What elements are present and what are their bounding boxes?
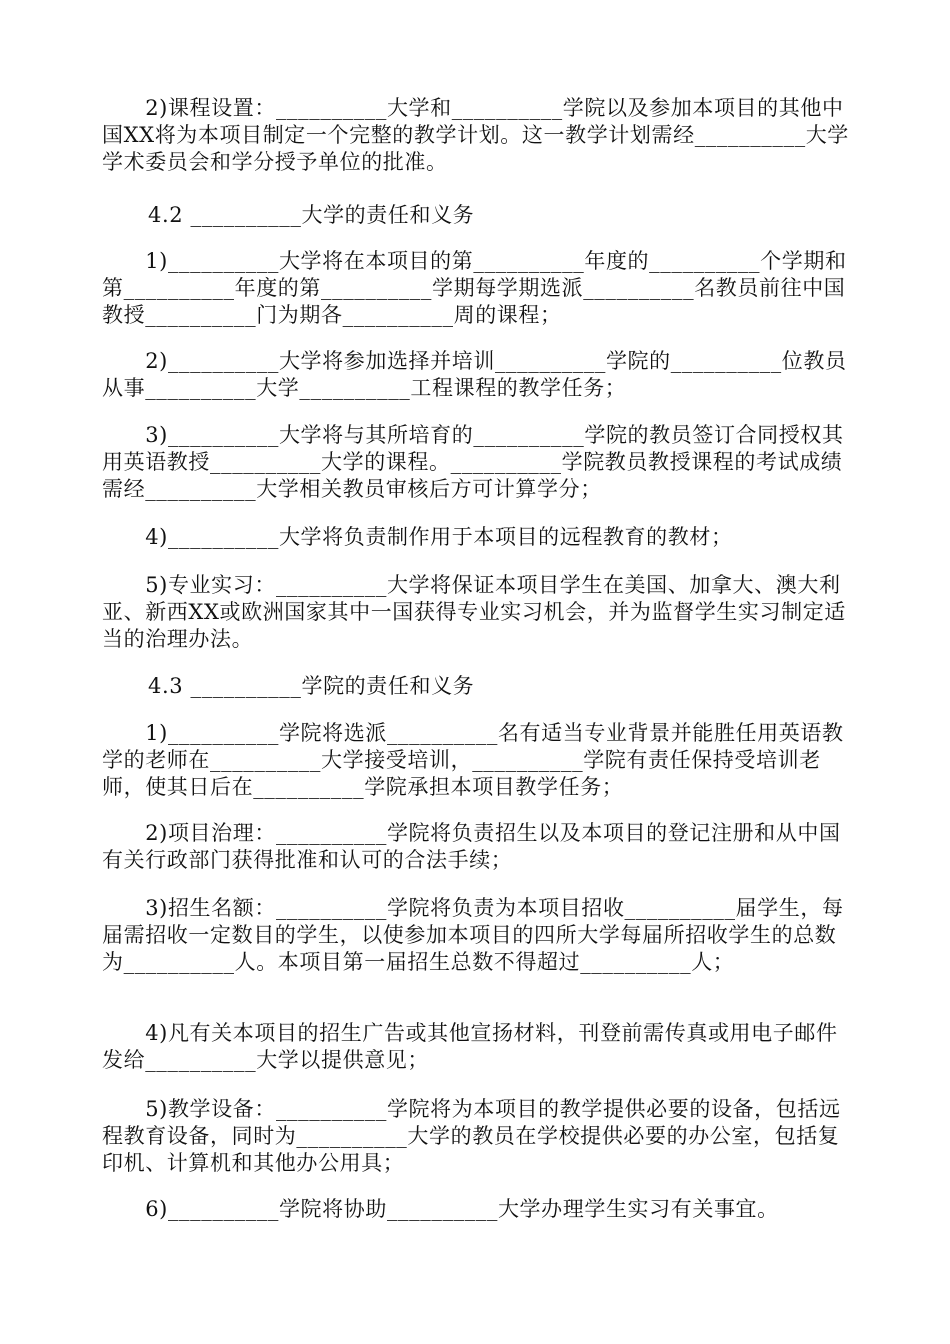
section-heading-4-3: 4.3 __________学院的责任和义务 [148, 674, 475, 698]
clause-4-2-1: 1)__________大学将在本项目的第__________年度的__________个学期和第__________年度的第__________学期每学期选派__________名教员前往中国教授__________门为期各__________周的课程； [102, 249, 847, 327]
clause-4-2-5: 5)专业实习：__________大学将保证本项目学生在美国、加拿大、澳大利亚、新西XX或欧洲国家其中一国获得专业实习机会，并为监督学生实习制定适当的治理办法。 [102, 573, 846, 651]
clause-4-3-5: 5)教学设备：__________学院将为本项目的教学提供必要的设备，包括远程教育设备，同时为__________大学的教员在学校提供必要的办公室，包括复印机、计算机和其他办公用具； [102, 1097, 841, 1175]
clause-4-2-3: 3)__________大学将与其所培育的__________学院的教员签订合同授权其用英语教授__________大学的课程。__________学院教员教授课程的考试成绩需经__________大学相关教员审核后方可计算学分； [102, 423, 844, 501]
clause-4-3-2: 2)项目治理：__________学院将负责招生以及本项目的登记注册和从中国有关行政部门获得批准和认可的合法手续； [102, 821, 841, 872]
clause-4-2-2: 2)__________大学将参加选择并培训__________学院的__________位教员从事__________大学__________工程课程的教学任务； [102, 349, 847, 400]
clause-4-3-6: 6)__________学院将协助__________大学办理学生实习有关事宜。 [102, 1197, 779, 1221]
clause-curriculum-setup: 2)课程设置：__________大学和__________学院以及参加本项目的其他中国XX将为本项目制定一个完整的教学计划。这一教学计划需经__________大学学术委员会和学分授予单位的批准。 [102, 96, 849, 174]
clause-4-2-4: 4)__________大学将负责制作用于本项目的远程教育的教材； [102, 525, 733, 549]
clause-4-3-1: 1)__________学院将选派__________名有适当专业背景并能胜任用英语教学的老师在__________大学接受培训，__________学院有责任保持受培训老师，使其日后在__________学院承担本项目教学任务； [102, 721, 844, 799]
clause-4-3-3: 3)招生名额：__________学院将负责为本项目招收__________届学生，每届需招收一定数目的学生，以使参加本项目的四所大学每届所招收学生的总数为__________人。本项目第一届招生总数不得超过__________人； [102, 896, 844, 974]
section-heading-4-2: 4.2 __________大学的责任和义务 [148, 203, 475, 227]
clause-4-3-4: 4)凡有关本项目的招生广告或其他宣扬材料，刊登前需传真或用电子邮件发给__________大学以提供意见； [102, 1021, 838, 1072]
